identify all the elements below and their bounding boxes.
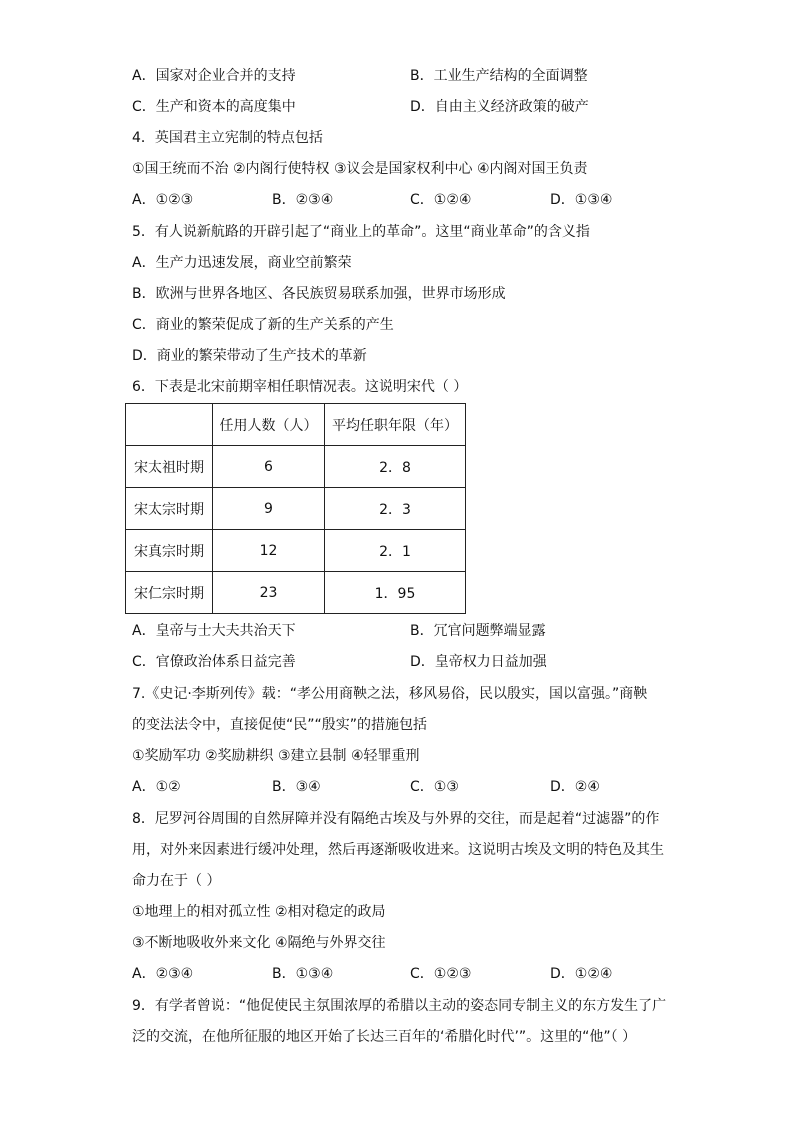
q3-option-b: B．工业生产结构的全面调整 [410, 68, 588, 84]
q6-option-c: C．官僚政治体系日益完善 [132, 654, 296, 670]
q4-option-a: A．①②③ [132, 192, 194, 208]
table-header-cell [126, 404, 213, 446]
q7-option-d: D．②④ [550, 779, 600, 795]
table-row [126, 530, 466, 572]
q8-option-c: C．①②③ [410, 966, 472, 982]
q9-stem-line2: 泛的交流，在他所征服的地区开始了长达三百年的‘希腊化时代’”。这里的“他”（ ） [132, 1029, 637, 1045]
table-row [126, 488, 466, 530]
q8-stem-line3: 命力在于（ ） [132, 873, 221, 889]
table-header-cell: 任用人数（人） [213, 404, 325, 446]
q6-stem: 6．下表是北宋前期宰相任职情况表。这说明宋代（ ） [132, 379, 468, 395]
q4-option-b: B．②③④ [272, 192, 334, 208]
q7-stem-line1: 7.《史记·李斯列传》载：“孝公用商鞅之法，移风易俗，民以殷实，国以富强。”商鞅 [132, 686, 648, 702]
table-cell: 宋仁宗时期 [126, 572, 213, 614]
table-cell: 2．3 [325, 488, 466, 530]
q4-option-c: C．①②④ [410, 192, 472, 208]
table-header-cell: 平均任职年限（年） [325, 404, 466, 446]
q8-stem-line2: 用，对外来因素进行缓冲处理，然后再逐渐吸收进来。这说明古埃及文明的特色及其生 [132, 842, 664, 858]
q5-option-b: B．欧洲与世界各地区、各民族贸易联系加强，世界市场形成 [132, 286, 506, 302]
q3-option-d: D．自由主义经济政策的破产 [410, 99, 589, 115]
q7-option-b: B．③④ [272, 779, 321, 795]
table-cell: 2．1 [325, 530, 466, 572]
table-row [126, 446, 466, 488]
q8-option-b: B．①③④ [272, 966, 334, 982]
table-cell: 12 [213, 530, 325, 572]
q5-stem: 5．有人说新航路的开辟引起了“商业上的革命”。这里“商业革命”的含义指 [132, 224, 590, 240]
q6-option-d: D．皇帝权力日益加强 [410, 654, 547, 670]
q6-option-b: B．冗官问题弊端显露 [410, 623, 546, 639]
table-cell: 9 [213, 488, 325, 530]
q8-items-line1: ①地理上的相对孤立性 ②相对稳定的政局 [132, 904, 386, 920]
q8-option-d: D．①②④ [550, 966, 613, 982]
q3-option-a: A．国家对企业合并的支持 [132, 68, 296, 84]
q6-option-a: A．皇帝与士大夫共治天下 [132, 623, 296, 639]
q7-option-a: A．①② [132, 779, 181, 795]
table-cell: 6 [213, 446, 325, 488]
q7-option-c: C．①③ [410, 779, 459, 795]
table-row [126, 572, 466, 614]
q5-option-a: A．生产力迅速发展，商业空前繁荣 [132, 255, 352, 271]
q4-option-d: D．①③④ [550, 192, 613, 208]
table-cell: 23 [213, 572, 325, 614]
q4-stem: 4．英国君主立宪制的特点包括 [132, 130, 323, 146]
q5-option-c: C．商业的繁荣促成了新的生产关系的产生 [132, 317, 394, 333]
q6-table [125, 403, 466, 614]
table-cell: 宋太宗时期 [126, 488, 213, 530]
table-cell: 2．8 [325, 446, 466, 488]
q5-option-d: D．商业的繁荣带动了生产技术的革新 [132, 348, 367, 364]
q7-items: ①奖励军功 ②奖励耕织 ③建立县制 ④轻罪重刑 [132, 748, 420, 764]
q8-stem-line1: 8．尼罗河谷周围的自然屏障并没有隔绝古埃及与外界的交往，而是起着“过滤器”的作 [132, 811, 660, 827]
table-cell: 1．95 [325, 572, 466, 614]
q4-items: ①国王统而不治 ②内阁行使特权 ③议会是国家权利中心 ④内阁对国王负责 [132, 161, 588, 177]
table-cell: 宋太祖时期 [126, 446, 213, 488]
table-cell: 宋真宗时期 [126, 530, 213, 572]
table-header-row [126, 404, 466, 446]
q3-option-c: C．生产和资本的高度集中 [132, 99, 296, 115]
q8-option-a: A．②③④ [132, 966, 194, 982]
q8-items-line2: ③不断地吸收外来文化 ④隔绝与外界交往 [132, 935, 386, 951]
q9-stem-line1: 9．有学者曾说：“他促使民主氛围浓厚的希腊以主动的姿态同专制主义的东方发生了广 [132, 998, 667, 1014]
q7-stem-line2: 的变法法令中，直接促使“民”“殷实”的措施包括 [132, 717, 428, 733]
